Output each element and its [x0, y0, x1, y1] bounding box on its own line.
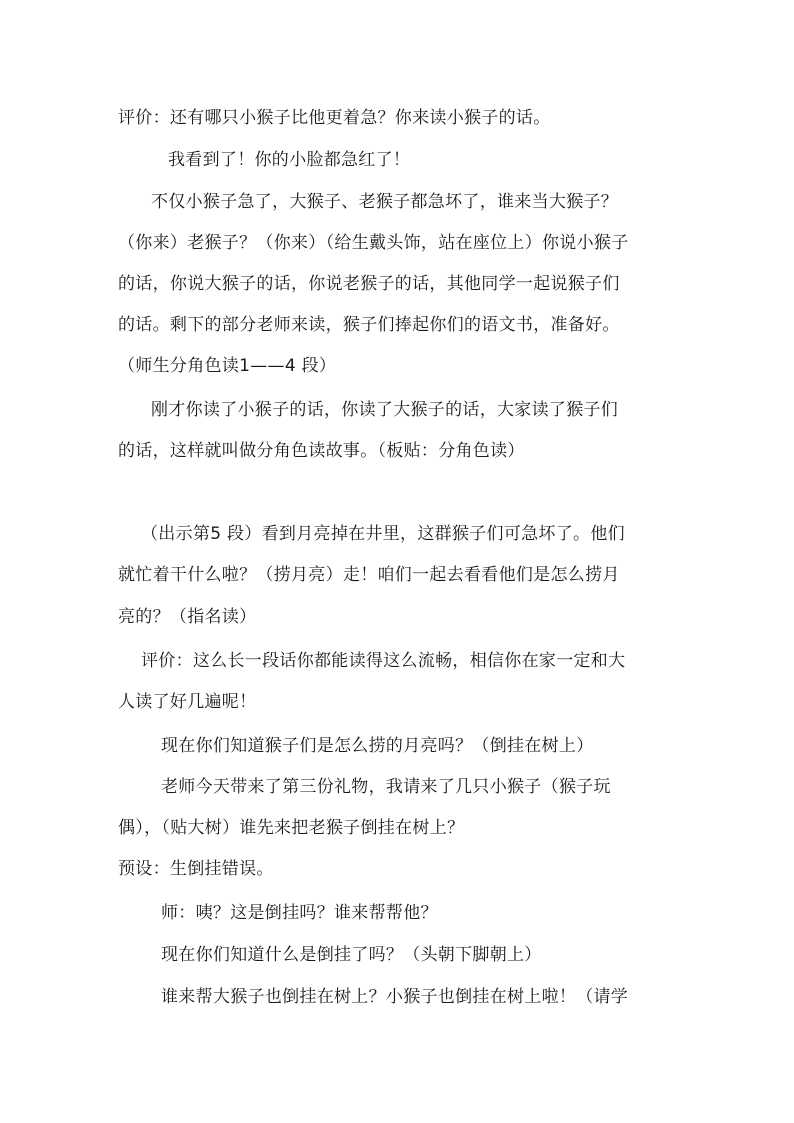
text-line: 不仅小猴子急了，大猴子、老猴子都急坏了，谁来当大猴子？	[151, 192, 619, 212]
text-line: 谁来帮大猴子也倒挂在树上？小猴子也倒挂在树上啦！（请学	[161, 987, 629, 1007]
text-line: 师：咦？这是倒挂吗？谁来帮帮他？	[161, 903, 438, 923]
text-line: 预设：生倒挂错误。	[118, 859, 274, 879]
text-line: （师生分角色读1——4 段）	[118, 356, 337, 376]
text-line: 的话。剩下的部分老师来读，猴子们捧起你们的语文书，准备好。	[118, 315, 620, 335]
text-line: 的话，你说大猴子的话，你说老猴子的话，其他同学一起说猴子们	[118, 274, 620, 294]
text-line: 我看到了！你的小脸都急红了！	[168, 150, 411, 170]
text-line: （出示第5 段）看到月亮掉在井里，这群猴子们可急坏了。他们	[141, 524, 625, 544]
text-line: 的话，这样就叫做分角色读故事。（板贴：分角色读）	[118, 441, 525, 461]
text-line: 亮的？（指名读）	[118, 607, 257, 627]
text-line: 就忙着干什么啦？（捞月亮）走！咱们一起去看看他们是怎么捞月	[118, 565, 620, 585]
text-line: 现在你们知道什么是倒挂了吗？（头朝下脚朝上）	[161, 945, 542, 965]
text-line: 评价：这么长一段话你都能读得这么流畅，相信你在家一定和大	[141, 651, 626, 671]
text-line: 评价：还有哪只小猴子比他更着急？你来读小猴子的话。	[118, 108, 551, 128]
text-line: 老师今天带来了第三份礼物，我请来了几只小猴子（猴子玩	[161, 777, 611, 797]
text-line: 刚才你读了小猴子的话，你读了大猴子的话，大家读了猴子们	[151, 400, 619, 420]
text-line: （你来）老猴子？（你来）（给生戴头饰，站在座位上）你说小猴子	[118, 233, 629, 253]
text-line: 偶），（贴大树）谁先来把老猴子倒挂在树上？	[118, 818, 465, 838]
text-line: 人读了好几遍呢！	[118, 692, 257, 712]
text-line: 现在你们知道猴子们是怎么捞的月亮吗？（倒挂在树上）	[161, 736, 594, 756]
